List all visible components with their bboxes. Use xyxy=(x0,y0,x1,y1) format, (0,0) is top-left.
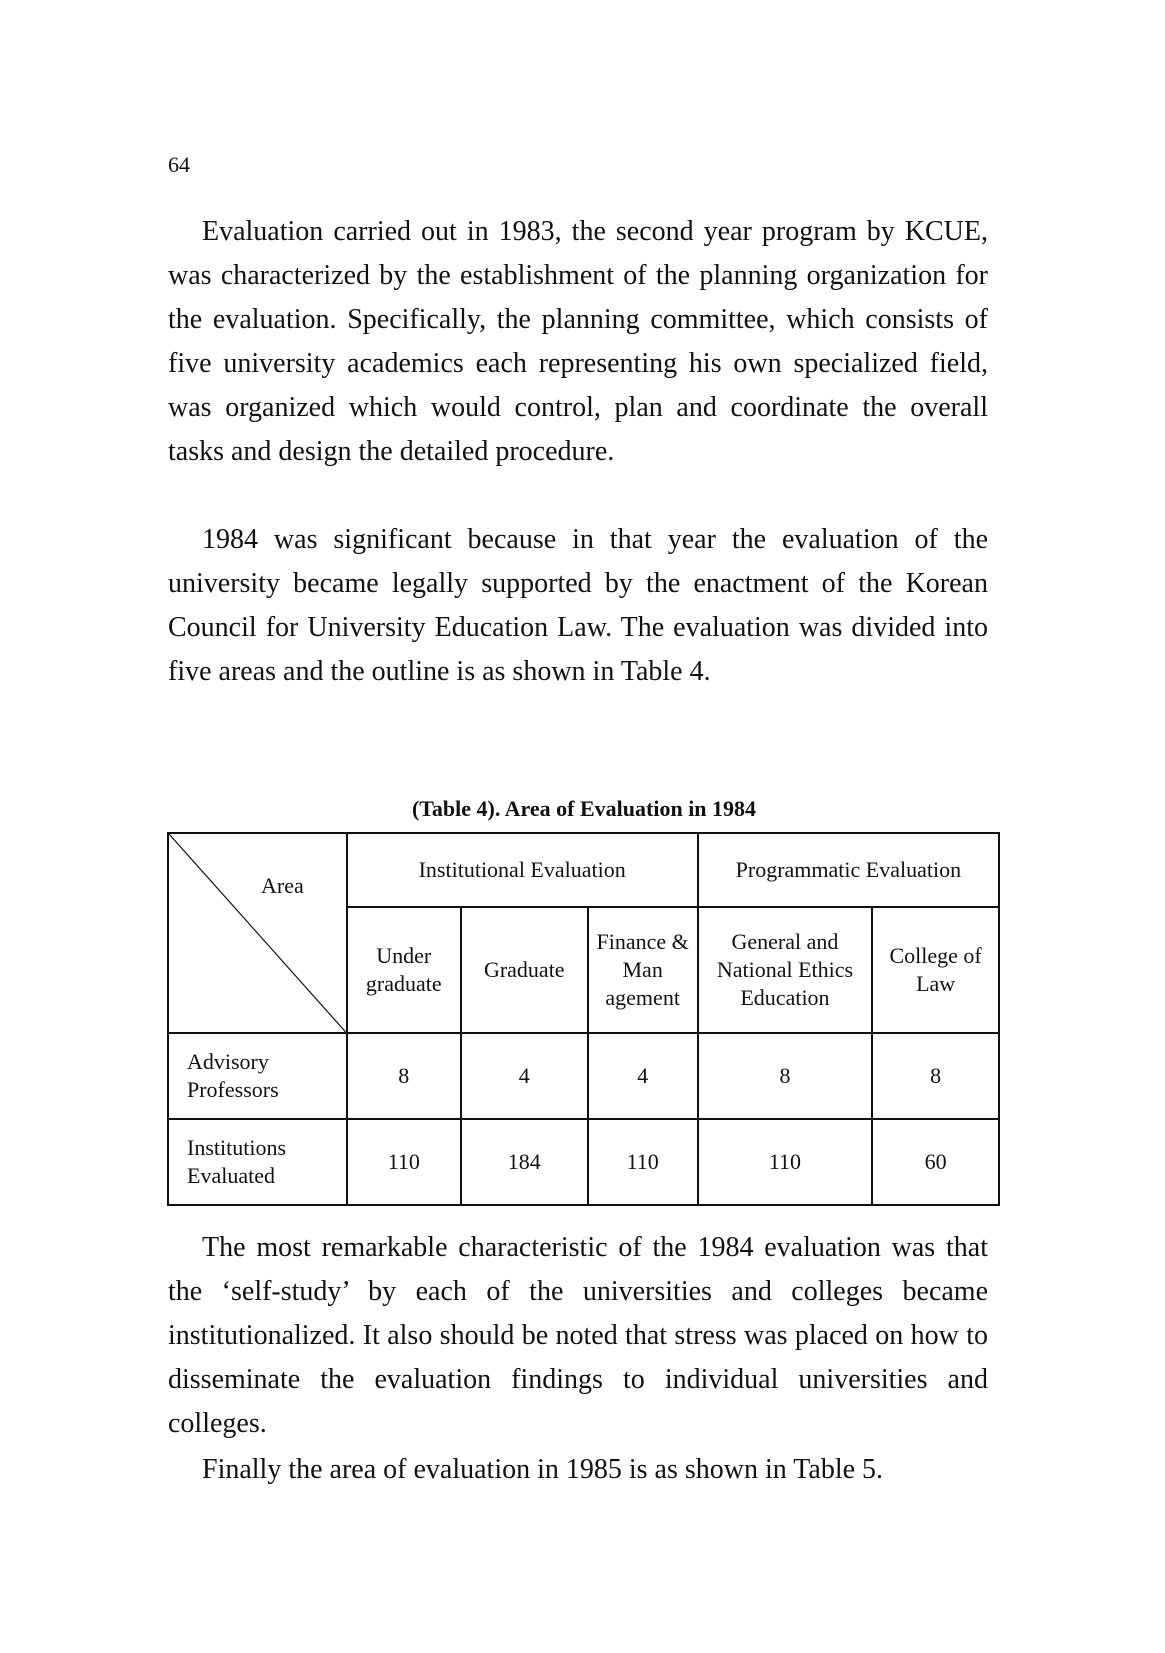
row-label: Institutions Evaluated xyxy=(168,1119,347,1205)
column-header-general-national-ethics: General and National Ethics Education xyxy=(698,907,873,1033)
table-cell: 8 xyxy=(347,1033,461,1119)
page-number: 64 xyxy=(168,152,190,177)
column-header-college-of-law: College of Law xyxy=(872,907,999,1033)
corner-label-area: Area xyxy=(261,873,304,898)
paragraph-1985-area: Finally the area of evaluation in 1985 is as shown in Table 5. xyxy=(202,1454,884,1485)
diagonal-divider xyxy=(169,834,346,1032)
table-cell: 4 xyxy=(588,1033,698,1119)
table-cell: 184 xyxy=(461,1119,588,1205)
evaluation-area-table xyxy=(167,832,1000,1206)
table-row-advisory-professors xyxy=(168,1033,999,1119)
corner-cell xyxy=(168,833,347,1033)
table-cell: 8 xyxy=(872,1033,999,1119)
table-row-institutions-evaluated xyxy=(168,1119,999,1205)
paragraph-self-study: The most remarkable characteristic of the 1984 evaluation was that the ‘self-study’ by each of the universities and colleges became institutionalized. It also should be noted that stress was placed on how to disseminate the evaluation findings to individual universities and colleges. xyxy=(168,1232,988,1439)
table-cell: 110 xyxy=(588,1119,698,1205)
group-institutional-evaluation: Institutional Evaluation xyxy=(347,833,698,907)
column-header-graduate: Graduate xyxy=(461,907,588,1033)
table-cell: 110 xyxy=(698,1119,873,1205)
group-programmatic-evaluation: Programmatic Evaluation xyxy=(698,833,999,907)
table-header-row xyxy=(168,833,999,907)
paragraph-1983-evaluation: Evaluation carried out in 1983, the second year program by KCUE, was characterized by the establishment of the planning organization for the evaluation. Specifically, the planning committee, which consists of five university academics each representing his own specialized field, was organized which would control, plan and coordinate the overall tasks and design the detailed procedure. xyxy=(168,216,988,467)
column-header-finance-management: Finance & Man agement xyxy=(588,907,698,1033)
table-cell: 60 xyxy=(872,1119,999,1205)
paragraph-1984-significance: 1984 was significant because in that year the evaluation of the university became legally supported by the enactment of the Korean Council for University Education Law. The evaluation was divided into five areas and the outline is as shown in Table 4. xyxy=(168,524,988,687)
table-cell: 8 xyxy=(698,1033,873,1119)
table-cell: 4 xyxy=(461,1033,588,1119)
column-header-undergraduate: Under graduate xyxy=(347,907,461,1033)
row-label: Advisory Professors xyxy=(168,1033,347,1119)
table-cell: 110 xyxy=(347,1119,461,1205)
table-caption: (Table 4). Area of Evaluation in 1984 xyxy=(411,796,757,821)
